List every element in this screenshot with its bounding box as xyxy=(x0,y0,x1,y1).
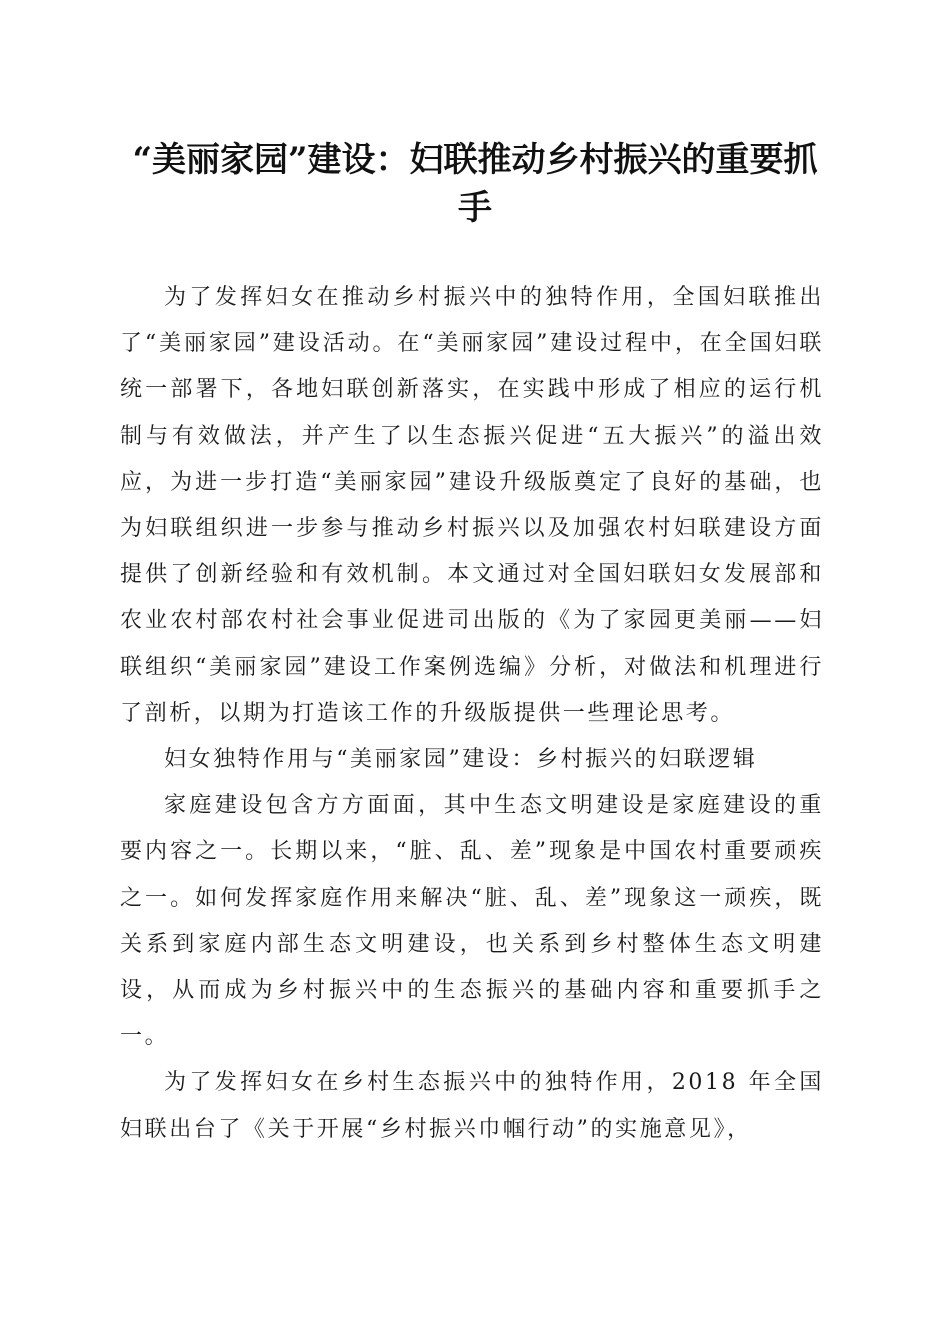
paragraph-family-building: 家庭建设包含方方面面，其中生态文明建设是家庭建设的重要内容之一。长期以来，“脏、乱、差”现象是中国农村重要顽疾之一。如何发挥家庭作用来解决“脏、乱、差”现象这一顽疾，既关系到家庭内部生态文明建设，也关系到乡村整体生态文明建设，从而成为乡村振兴中的生态振兴的基础内容和重要抓手之一。 xyxy=(120,793,824,1050)
section-heading: 妇女独特作用与“美丽家园”建设：乡村振兴的妇联逻辑 xyxy=(164,747,758,773)
paragraph-intro: 为了发挥妇女在推动乡村振兴中的独特作用，全国妇联推出了“美丽家园”建设活动。在“美丽家园”建设过程中，在全国妇联统一部署下，各地妇联创新落实，在实践中形成了相应的运行机制与有效做法，并产生了以生态振兴促进“五大振兴”的溢出效应，为进一步打造“美丽家园”建设升级版奠定了良好的基础，也为妇联组织进一步参与推动乡村振兴以及加强农村妇联建设方面提供了创新经验和有效机制。本文通过对全国妇联妇女发展部和农业农村部农村社会事业促进司出版的《为了家园更美丽——妇联组织“美丽家园”建设工作案例选编》分析，对做法和机理进行了剖析，以期为打造该工作的升级版提供一些理论思考。 xyxy=(120,285,824,726)
paragraph-women-role: 为了发挥妇女在乡村生态振兴中的独特作用，2018 年全国妇联出台了《关于开展“乡村振兴巾帼行动”的实施意见》， xyxy=(120,1070,824,1142)
document-body xyxy=(120,275,824,1153)
document-title: “美丽家园”建设：妇联推动乡村振兴的重要抓手 xyxy=(132,140,818,228)
